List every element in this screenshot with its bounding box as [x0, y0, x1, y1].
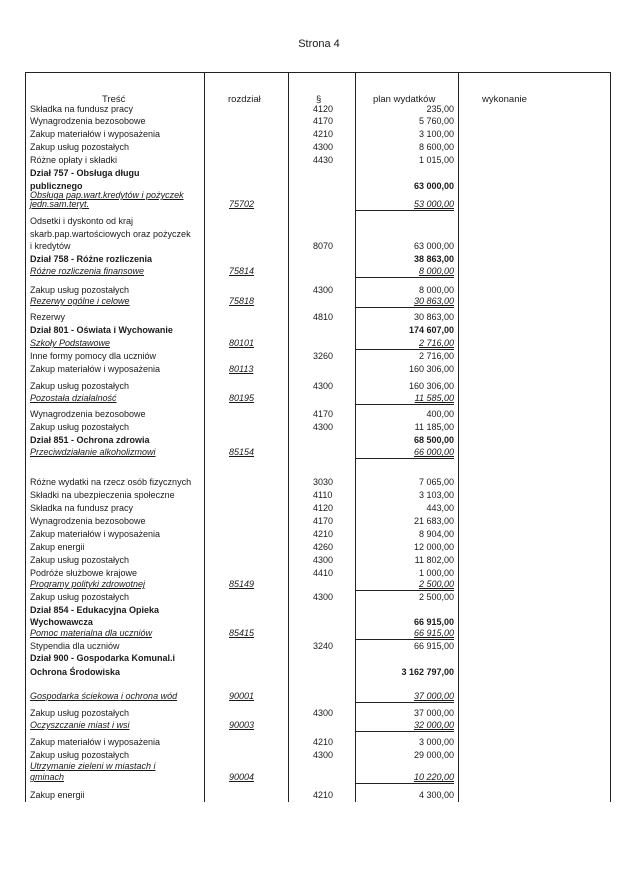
row-paragraf: 4120 — [313, 503, 334, 513]
row-rozdzial: 85149 — [229, 579, 255, 589]
row-amount: 400,00 — [426, 409, 454, 419]
row-description: Ochrona Środowiska — [30, 667, 121, 677]
table-top-border — [25, 72, 610, 73]
row-amount: 2 500,00 — [418, 592, 454, 602]
row-amount: 8 000,00 — [418, 266, 454, 276]
row-description: Różne rozliczenia finansowe — [30, 266, 145, 276]
subtotal-underline — [356, 731, 454, 732]
row-description: Szkoły Podstawowe — [30, 338, 111, 348]
subtotal-underline — [356, 277, 454, 278]
column-header-tresc: Treść — [102, 94, 126, 105]
subtotal-underline — [356, 702, 454, 703]
row-description: Rezerwy — [30, 312, 66, 322]
column-divider — [204, 72, 205, 802]
row-description: Dział 758 - Różne rozliczenia — [30, 254, 153, 264]
row-amount: 11 185,00 — [414, 422, 454, 432]
row-rozdzial: 90003 — [229, 720, 255, 730]
column-header-paragraf: § — [316, 94, 322, 105]
row-amount: 30 863,00 — [413, 296, 454, 306]
row-paragraf: 4210 — [313, 529, 334, 539]
row-description: Odsetki i dyskonto od kraj — [30, 216, 134, 226]
row-paragraf: 4300 — [313, 750, 334, 760]
subtotal-underline — [356, 404, 454, 405]
subtotal-underline — [356, 210, 454, 211]
row-amount: 11 585,00 — [414, 393, 454, 403]
row-description: publicznego — [30, 181, 83, 191]
row-amount: 38 863,00 — [413, 254, 454, 264]
row-description: Stypendia dla uczniów — [30, 641, 120, 651]
row-amount: 32 000,00 — [413, 720, 454, 730]
row-rozdzial: 75818 — [229, 296, 255, 306]
row-amount: 2 716,00 — [418, 351, 454, 361]
row-description: Inne formy pomocy dla uczniów — [30, 351, 157, 361]
row-description: Składka na fundusz pracy — [30, 503, 134, 513]
row-amount: 1 015,00 — [418, 155, 454, 165]
row-paragraf: 4210 — [313, 737, 334, 747]
row-description: Zakup energii — [30, 542, 85, 552]
row-description: i kredytów — [30, 241, 71, 251]
row-amount: 53 000,00 — [413, 199, 454, 209]
row-rozdzial: 75814 — [229, 266, 255, 276]
row-description: gminach — [30, 772, 65, 782]
row-amount: 2 500,00 — [418, 579, 454, 589]
row-amount: 3 103,00 — [418, 490, 454, 500]
row-amount: 66 000,00 — [413, 447, 454, 457]
row-description: Wynagrodzenia bezosobowe — [30, 116, 146, 126]
row-paragraf: 4300 — [313, 555, 334, 565]
row-amount: 8 904,00 — [418, 529, 454, 539]
row-description: Zakup materiałów i wyposażenia — [30, 737, 161, 747]
subtotal-underline — [356, 349, 454, 350]
row-description: Zakup materiałów i wyposażenia — [30, 529, 161, 539]
page-number-label: Strona 4 — [298, 38, 340, 50]
row-description: Oczyszczanie miast i wsi — [30, 720, 130, 730]
row-description: Zakup usług pozostałych — [30, 142, 130, 152]
subtotal-underline — [356, 639, 454, 640]
row-description: Zakup usług pozostałych — [30, 555, 130, 565]
row-description: Rezerwy ogólne i celowe — [30, 296, 130, 306]
row-description: Składki na ubezpieczenia społeczne — [30, 490, 175, 500]
row-amount: 12 000,00 — [413, 542, 454, 552]
row-amount: 11 802,00 — [414, 555, 454, 565]
row-description: Zakup usług pozostałych — [30, 708, 130, 718]
row-description: Zakup usług pozostałych — [30, 592, 130, 602]
row-amount: 8 000,00 — [418, 285, 454, 295]
row-amount: 8 600,00 — [418, 142, 454, 152]
row-paragraf: 3030 — [313, 477, 334, 487]
row-paragraf: 4410 — [313, 568, 334, 578]
row-amount: 174 607,00 — [408, 325, 454, 335]
row-rozdzial: 85415 — [229, 628, 255, 638]
row-amount: 5 760,00 — [418, 116, 454, 126]
row-paragraf: 4810 — [313, 312, 334, 322]
row-description: Pomoc materialna dla uczniów — [30, 628, 153, 638]
column-divider — [458, 72, 459, 802]
row-amount: 160 306,00 — [408, 381, 454, 391]
row-rozdzial: 80101 — [229, 338, 255, 348]
row-description: Zakup materiałów i wyposażenia — [30, 364, 161, 374]
row-amount: 160 306,00 — [408, 364, 454, 374]
row-rozdzial: 90004 — [229, 772, 255, 782]
row-paragraf: 4300 — [313, 422, 334, 432]
subtotal-underline — [356, 783, 454, 784]
row-description: Pozostała działalność — [30, 393, 117, 403]
row-description: Zakup energii — [30, 790, 85, 800]
row-rozdzial: 75702 — [229, 199, 255, 209]
row-description: Wynagrodzenia bezosobowe — [30, 409, 146, 419]
row-amount: 7 065,00 — [418, 477, 454, 487]
column-header-rozdzial: rozdział — [228, 94, 261, 105]
column-header-plan: plan wydatków — [373, 94, 436, 105]
row-paragraf: 4430 — [313, 155, 334, 165]
row-amount: 37 000,00 — [413, 691, 454, 701]
row-paragraf: 4110 — [313, 490, 333, 500]
row-description: Zakup usług pozostałych — [30, 750, 130, 760]
row-amount: 3 100,00 — [418, 129, 454, 139]
row-paragraf: 4210 — [313, 129, 334, 139]
row-description: Utrzymanie zieleni w miastach i — [30, 761, 156, 771]
row-amount: 30 863,00 — [413, 312, 454, 322]
row-description: Dział 757 - Obsługa długu — [30, 168, 140, 178]
row-description: Zakup usług pozostałych — [30, 381, 130, 391]
row-description: Zakup materiałów i wyposażenia — [30, 129, 161, 139]
row-amount: 4 300,00 — [418, 790, 454, 800]
row-paragraf: 4300 — [313, 592, 334, 602]
row-amount: 1 000,00 — [418, 568, 454, 578]
row-amount: 3 000,00 — [418, 737, 454, 747]
row-description: Wychowawcza — [30, 617, 93, 627]
row-paragraf: 3260 — [313, 351, 334, 361]
row-description: Podróże służbowe krajowe — [30, 568, 138, 578]
row-rozdzial: 80113 — [229, 364, 254, 374]
subtotal-underline — [356, 307, 454, 308]
row-amount: 443,00 — [426, 503, 454, 513]
row-paragraf: 4170 — [313, 409, 334, 419]
row-description: Dział 900 - Gospodarka Komunal.i — [30, 653, 176, 663]
row-amount: 63 000,00 — [413, 241, 454, 251]
row-amount: 10 220,00 — [413, 772, 454, 782]
row-description: Różne opłaty i składki — [30, 155, 118, 165]
subtotal-underline — [356, 590, 454, 591]
table-right-border — [610, 72, 611, 802]
row-description: Przeciwdziałanie alkoholizmowi — [30, 447, 156, 457]
row-rozdzial: 80195 — [229, 393, 255, 403]
row-description: Zakup usług pozostałych — [30, 285, 130, 295]
row-amount: 66 915,00 — [413, 617, 454, 627]
row-description: Gospodarka ściekowa i ochrona wód — [30, 691, 178, 701]
row-amount: 63 000,00 — [413, 181, 454, 191]
row-amount: 3 162 797,00 — [401, 667, 454, 677]
column-header-wykonanie: wykonanie — [482, 94, 527, 105]
row-rozdzial: 90001 — [229, 691, 255, 701]
row-description: Programy polityki zdrowotnej — [30, 579, 146, 589]
row-description: Składka na fundusz pracy — [30, 104, 134, 114]
row-rozdzial: 85154 — [229, 447, 255, 457]
row-amount: 66 915,00 — [413, 628, 454, 638]
row-amount: 21 683,00 — [413, 516, 454, 526]
row-description: jedn.sam.teryt. — [30, 199, 90, 209]
row-description: Dział 801 - Oświata i Wychowanie — [30, 325, 173, 335]
row-amount: 2 716,00 — [418, 338, 454, 348]
row-paragraf: 3240 — [313, 641, 334, 651]
row-description: Dział 854 - Edukacyjna Opieka — [30, 605, 160, 615]
row-paragraf: 4300 — [313, 142, 334, 152]
row-paragraf: 4300 — [313, 285, 334, 295]
row-amount: 37 000,00 — [413, 708, 454, 718]
row-description: Zakup usług pozostałych — [30, 422, 130, 432]
table-left-border — [25, 72, 26, 802]
row-paragraf: 4170 — [313, 116, 334, 126]
row-paragraf: 4300 — [313, 708, 334, 718]
row-paragraf: 4120 — [313, 104, 334, 114]
column-divider — [288, 72, 289, 802]
row-paragraf: 4210 — [313, 790, 334, 800]
row-description: Różne wydatki na rzecz osób fizycznych — [30, 477, 192, 487]
row-description: Wynagrodzenia bezosobowe — [30, 516, 146, 526]
subtotal-underline — [356, 458, 454, 459]
row-paragraf: 4170 — [313, 516, 334, 526]
row-description: skarb.pap.wartościowych oraz pożyczek — [30, 229, 191, 239]
row-paragraf: 4260 — [313, 542, 334, 552]
row-amount: 29 000,00 — [413, 750, 454, 760]
row-description: Obsługa pap.wart.kredytów i pożyczek — [30, 190, 184, 200]
row-paragraf: 4300 — [313, 381, 334, 391]
row-description: Dział 851 - Ochrona zdrowia — [30, 435, 150, 445]
row-amount: 68 500,00 — [413, 435, 454, 445]
row-paragraf: 8070 — [313, 241, 334, 251]
row-amount: 235,00 — [426, 104, 454, 114]
row-amount: 66 915,00 — [413, 641, 454, 651]
